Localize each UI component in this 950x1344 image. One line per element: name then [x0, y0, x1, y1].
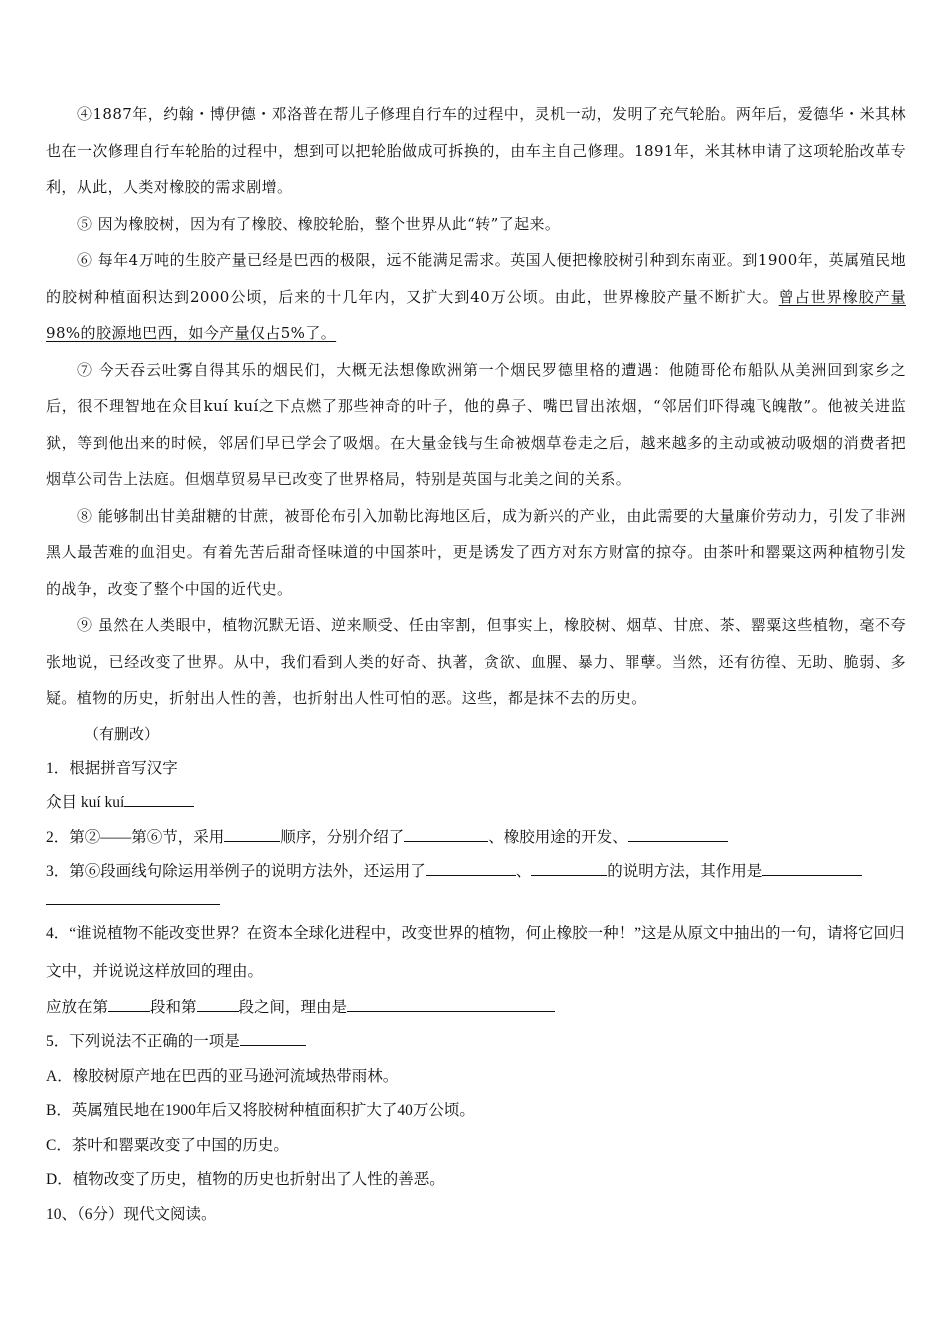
q4-text-a: 应放在第: [46, 998, 109, 1016]
answer-blank[interactable]: [531, 861, 607, 876]
paragraph-9: ⑨ 虽然在人类眼中，植物沉默无语、逆来顺受、任由宰割，但事实上，橡胶树、烟草、甘庶、茶、罂粟这些植物，毫不夸张地说，已经改变了世界。从中，我们看到人类的好奇、执著，贪欲、血腥、暴力、罪孽。当然，还有彷徨、无助、脆弱、多疑。植物的历史，折射出人性的善，也折射出人性可怕的恶。这些，都是抹不去的历史。: [46, 616, 906, 707]
paragraph-6-text: ⑥ 每年4万吨的生胶产量已经是巴西的极限，远不能满足需求。英国人便把橡胶树引种到东南亚。到1900年，英属殖民地的胶树种植面积达到2000公顷，后来的十几年内，又扩大到40万公顷。由此，世界橡胶产量不断扩大。: [46, 251, 906, 306]
paragraph-8: ⑧ 能够制出甘美甜糖的甘蔗，被哥伦布引入加勒比海地区后，成为新兴的产业，由此需要的大量廉价劳动力，引发了非洲黑人最苦难的血泪史。有着先苦后甜奇怪味道的中国茶叶，更是诱发了西方对东方财富的掠夺。由茶叶和罂粟这两种植物引发的战争，改变了整个中国的近代史。: [46, 506, 906, 598]
question-4-answer: [46, 991, 906, 1026]
answer-blank-line[interactable]: [46, 890, 220, 905]
answer-blank[interactable]: [240, 1031, 306, 1046]
q3-text-b: 、: [515, 863, 532, 880]
answer-blank[interactable]: [224, 827, 280, 842]
option-d: D．植物改变了历史，植物的历史也折射出了人性的善恶。: [46, 1171, 445, 1188]
question-1-title: 1．根据拼音写汉字: [46, 759, 178, 777]
option-b: B．英属殖民地在1900年后又将胶树种植面积扩大了40万公顷。: [46, 1102, 475, 1119]
question-3: [46, 855, 906, 890]
paragraph-5: ⑤ 因为橡胶树，因为有了橡胶、橡胶轮胎，整个世界从此“转”了起来。: [77, 214, 561, 233]
answer-blank[interactable]: [762, 861, 862, 876]
answer-blank[interactable]: [628, 827, 728, 842]
option-c: C．茶叶和罂粟改变了中国的历史。: [46, 1136, 289, 1154]
option-a: A．橡胶树原产地在巴西的亚马逊河流域热带雨林。: [46, 1067, 399, 1085]
question-1-item: [46, 786, 906, 821]
answer-blank[interactable]: [347, 997, 555, 1012]
q3-text-a: 3．第⑥段画线句除运用举例子的说明方法外，还运用了: [46, 863, 426, 880]
q2-text-a: 2．第②——第⑥节，采用: [46, 828, 225, 846]
paragraph-4: ④1887年，约翰・博伊德・邓洛普在帮儿子修理自行车的过程中，灵机一动，发明了充气轮胎。两年后，爱德华・米其林也在一次修理自行车轮胎的过程中，想到可以把轮胎做成可拆换的，由车主自己修理。1891年，米其林申请了这项轮胎改革专利，从此，人类对橡胶的需求剧增。: [46, 105, 906, 196]
q4-text-b: 段和第: [150, 998, 197, 1016]
answer-blank[interactable]: [197, 997, 239, 1012]
q2-text-b: 顺序，分别介绍了: [280, 828, 405, 846]
next-section-heading: 10、（6分）现代文阅读。: [46, 1205, 217, 1223]
q2-text-c: 、橡胶用途的开发、: [488, 828, 628, 846]
question-2: [46, 821, 906, 856]
answer-blank[interactable]: [404, 827, 488, 842]
q4-text-c: 段之间，理由是: [238, 998, 348, 1016]
edit-note: （有删改）: [84, 724, 160, 743]
document-page: [46, 96, 906, 1232]
question-4: 4．“谁说植物不能改变世界？在资本全球化进程中，改变世界的植物，何止橡胶一种！”这是从原文中抽出的一句，请将它回归文中，并说说这样放回的理由。: [46, 924, 905, 980]
q5-title: 5．下列说法不正确的一项是: [46, 1033, 240, 1050]
answer-blank[interactable]: [124, 792, 194, 807]
q1-pinyin: 众目 kuí kuí: [46, 794, 125, 811]
paragraph-6: [46, 242, 906, 352]
paragraph-7: ⑦ 今天吞云吐雾自得其乐的烟民们，大概无法想像欧洲第一个烟民罗德里格的遭遇：他随哥伦布船队从美洲回到家乡之后，很不理智地在众目kuí kuí之下点燃了那些神奇的叶子，他的鼻子、嘴巴冒出浓烟，“邻居们吓得魂飞魄散”。他被关进监狱，等到他出来的时候，邻居们早已学会了吸烟。在大量金钱与生命被烟草卷走之后，越来越多的主动或被动吸烟的消费者把烟草公司告上法庭。但烟草贸易早已改变了世界格局，特别是英国与北美之间的关系。: [46, 360, 906, 488]
answer-blank[interactable]: [426, 861, 516, 876]
question-5: [46, 1025, 906, 1060]
underlined-sentence: 曾占世界橡胶产量98%的胶源地巴西，如今产量仅占5%了。: [46, 287, 907, 342]
q3-text-c: 的说明方法，其作用是: [607, 863, 763, 880]
answer-blank[interactable]: [108, 997, 150, 1012]
